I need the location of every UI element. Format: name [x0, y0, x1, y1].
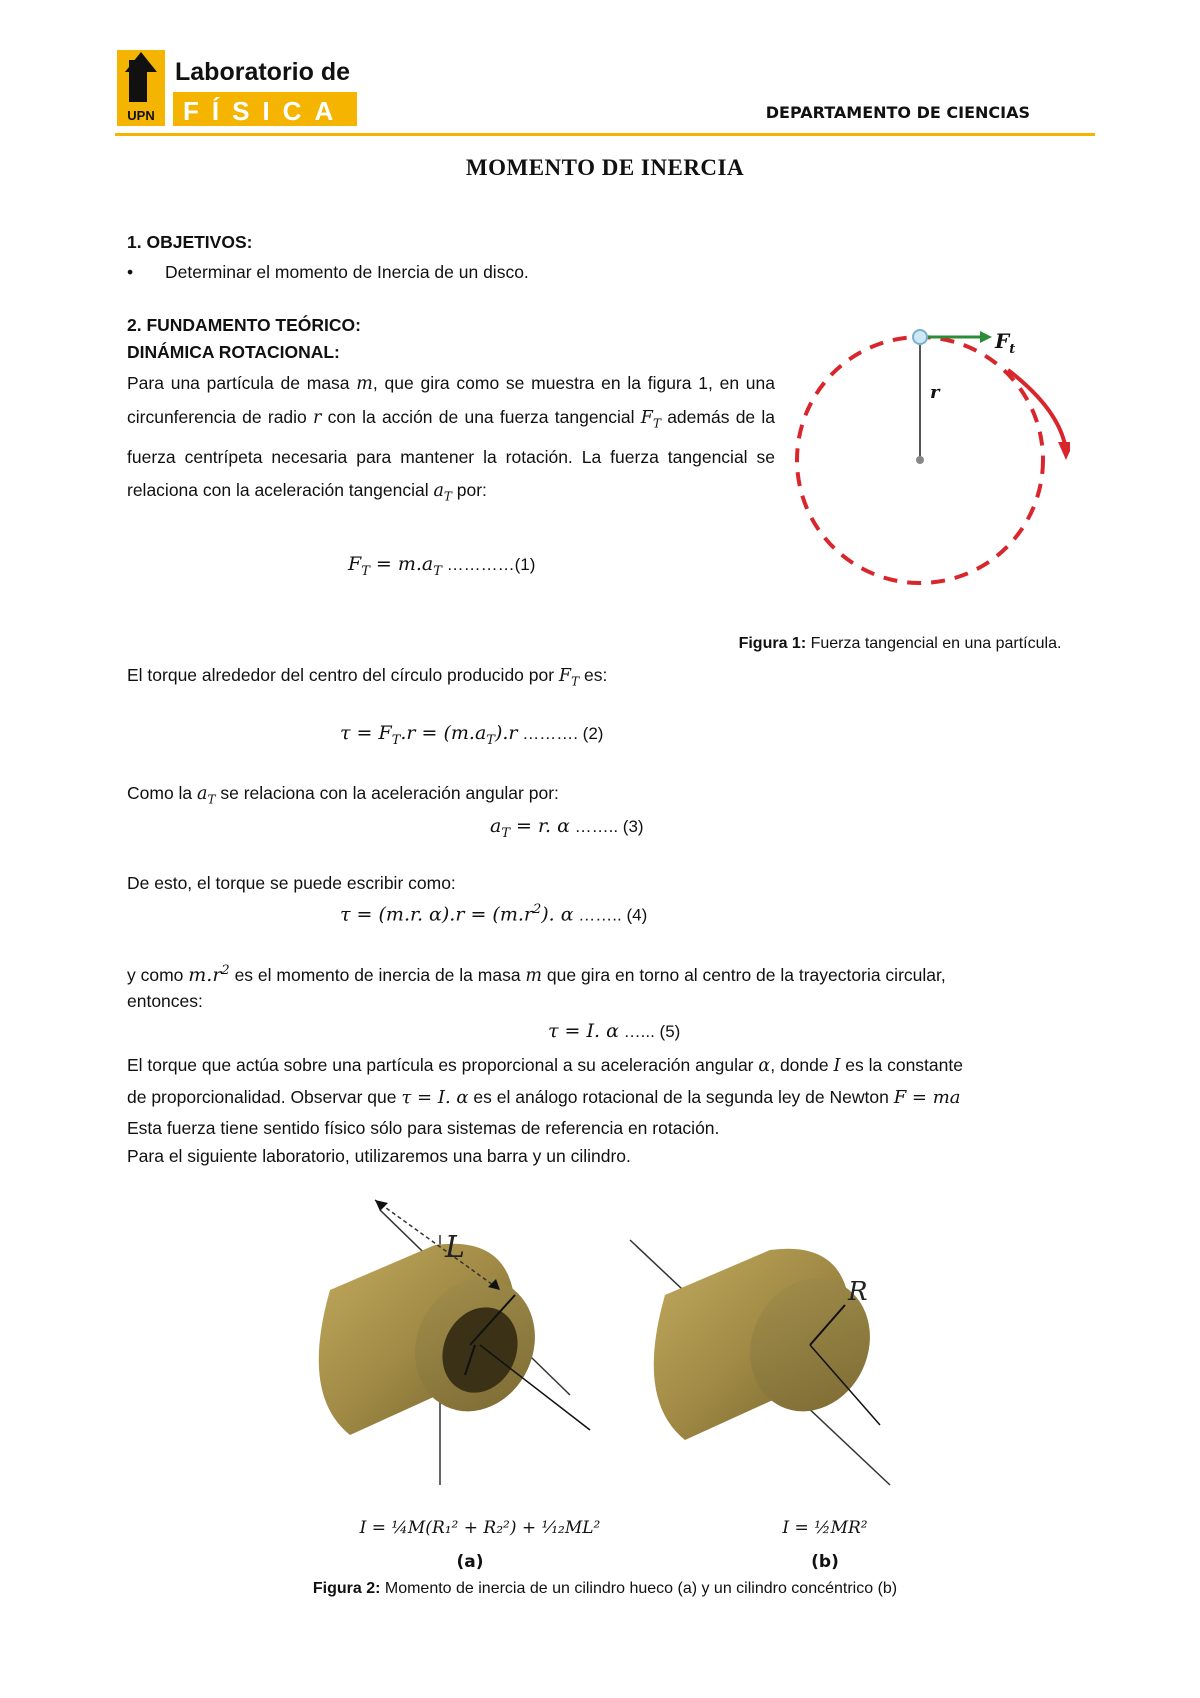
theory-subheading: DINÁMICA ROTACIONAL:: [127, 342, 340, 362]
newton-analogy-text: de proporcionalidad. Observar que τ = I. α es el análogo rotacional de la segunda ley de Newton F = ma: [127, 1087, 961, 1108]
inertia-definition-text: y como $m.r^2$ es el momento de inercia de la masa m que gira en torno al centro de la trayectoria circular,: [127, 963, 946, 986]
subfigure-b-label: (b): [811, 1552, 839, 1572]
torque-text: El torque alrededor del centro del círculo producido por $F_T$ es:: [127, 665, 608, 689]
logo-line1: Laboratorio de: [175, 58, 351, 86]
torque-rewrite-text: De esto, el torque se puede escribir como:: [127, 873, 456, 893]
department-title: DEPARTAMENTO DE CIENCIAS: [765, 103, 1030, 122]
equation-5: τ = I. α …... (5): [548, 1020, 681, 1042]
center-point: [916, 456, 924, 464]
formula-a: I = ¼M(R₁² + R₂²) + ¹⁄₁₂ML²: [359, 1518, 601, 1538]
objective-item: • Determinar el momento de Inercia de un disco.: [127, 262, 529, 282]
relation-text: Como la $a_T$ se relaciona con la aceleración angular por:: [127, 783, 559, 807]
equation-4: τ = (m.r. $\alpha).r = (m.r^2)$. α …….. (4): [340, 902, 648, 926]
equation-2: $\tau = F_T.r = (m.a_T).r$ ………. (2): [340, 722, 604, 748]
figure-2: [300, 1195, 960, 1510]
entonces-text: entonces:: [127, 991, 203, 1011]
formula-b: I = ½MR²: [782, 1518, 868, 1538]
next-lab-text: Para el siguiente laboratorio, utilizaremos una barra y un cilindro.: [127, 1146, 631, 1166]
fig1-r-label: r: [930, 382, 940, 403]
header-rule: [115, 133, 1095, 136]
equation-1: $F_T = m.a_T$ …………(1): [348, 553, 536, 579]
page-title: MOMENTO DE INERCIA: [465, 155, 745, 180]
rotation-arrow: [1008, 370, 1066, 450]
particle: [913, 330, 927, 344]
subfigure-a-label: (a): [456, 1552, 484, 1572]
label-L: L: [445, 1230, 465, 1265]
equation-3: $a_T = r$. α …….. (3): [490, 815, 644, 841]
logo: [117, 50, 357, 130]
logo-badge: UPN: [127, 108, 155, 123]
figure-1: [790, 320, 1070, 600]
figure-1-caption: Figura 1: Fuerza tangencial en una partícula.: [738, 635, 1062, 652]
logo-line2: FÍSICA: [183, 96, 347, 126]
fig1-Ft-label: F: [995, 329, 1010, 353]
objectives-heading: 1. OBJETIVOS:: [127, 232, 253, 252]
figure-2-caption: Figura 2: Momento de inercia de un cilindro hueco (a) y un cilindro concéntrico (b): [312, 1580, 898, 1597]
reference-frame-text: Esta fuerza tiene sentido físico sólo para sistemas de referencia en rotación.: [127, 1118, 720, 1138]
svg-text:Ft: $F_t$: [995, 329, 1016, 357]
label-R: R: [848, 1277, 868, 1307]
paragraph-particle: Para una partícula de masa m, que gira como se muestra en la figura 1, en una circunferencia de radio r con la acción de una fuerza tangencial $F_T$ además de la fuerza centrípeta necesaria para mantener la rotación. La fuerza tangencial se relaciona con la aceleración tangencial $a_T$ por:: [127, 373, 776, 503]
theory-heading: 2. FUNDAMENTO TEÓRICO:: [127, 315, 361, 335]
bullet: •: [127, 262, 134, 282]
proportional-text: El torque que actúa sobre una partícula es proporcional a su aceleración angular α, donde I es la constante: [127, 1055, 963, 1076]
